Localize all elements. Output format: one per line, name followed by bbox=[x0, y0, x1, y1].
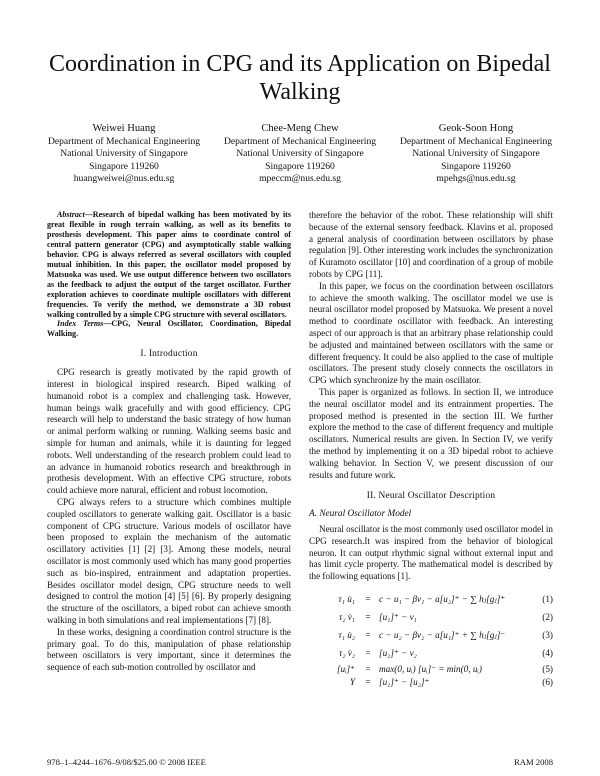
equation-lhs: τ₁ u̇₂ bbox=[338, 630, 355, 640]
equation-relation: = bbox=[365, 594, 371, 604]
author-department: Department of Mechanical Engineering bbox=[223, 136, 377, 148]
subsection-heading: A. Neural Oscillator Model bbox=[309, 509, 412, 520]
index-terms bbox=[47, 319, 291, 339]
author-city: Singapore 119260 bbox=[265, 160, 335, 172]
equation-rhs: c − u₁ − βv₁ − a[u₂]⁺ − ∑ hⱼ[gⱼ]⁺ bbox=[379, 594, 506, 604]
equation-3 bbox=[309, 627, 553, 645]
author-block bbox=[40, 123, 560, 185]
paragraph: In these works, designing a coordination control structure is the primary goal. To do this, manipulation of phase relationship between oscillators is very important, since it determines the sequence of each sub-motion controlled by oscillator and bbox=[47, 626, 291, 673]
author-city: Singapore 119260 bbox=[441, 160, 511, 172]
abstract-text: —Research of bipedal walking has been motivated by its great flexible in rough terrain walking, as well as its benefits to prosthesis development. This paper aims to coordinate control of central pattern generator (CPG) and asymptotically stable walking behavior. CPG is always referred as several oscillators with coupled mutual inhibition. In this paper, the oscillator model proposed by Matsuoka was used. We use output difference between two oscillators as the feedback to adjust the output of the target oscillator. Further exploration achieves to coordinate multiple oscillators with different frequencies. To verify the method, we demonstrate a 3D robust walking controlled by a simple CPG structure with several oscillators. bbox=[47, 210, 291, 319]
equation-relation: = bbox=[365, 612, 371, 622]
equation-lhs: τ₂ v̇₂ bbox=[338, 648, 355, 658]
equation-relation: = bbox=[365, 648, 371, 658]
equation-relation: = bbox=[365, 663, 371, 674]
paragraph: In this paper, we focus on the coordination between oscillators to achieve the smooth walking. The oscillator model we use is neural oscillator model proposed by Matsuoka. We present a novel method to coordinate oscillator with feedback. An interesting aspect of our approach is that an arbitrary phase relationship could be adjusted and maintained between oscillators with the same or different frequency. It could be also applied to the case of multiple oscillators. The present study closely connects the oscillators in CPG which synchronize by the main oscillator. bbox=[309, 280, 553, 386]
equation-1 bbox=[309, 591, 553, 609]
equation-relation: = bbox=[365, 630, 371, 640]
footer-conference: RAM 2008 bbox=[514, 757, 553, 767]
paragraph: Neural oscillator is the most commonly used oscillator model in CPG research.It was inspired from the behavior of biological neuron. It can output rhythmic signal without external input and has limit cycle property. The mathematical model is described by the following equations [1]. bbox=[309, 523, 553, 582]
footer-copyright: 978–1–4244–1676–9/08/$25.00 © 2008 IEEE bbox=[47, 757, 206, 767]
equation-4 bbox=[309, 645, 553, 663]
author-university: National University of Singapore bbox=[412, 148, 540, 160]
paper-title: Coordination in CPG and its Application on Bipedal Walking bbox=[49, 51, 551, 105]
index-terms-label: Index Terms bbox=[57, 319, 104, 329]
paragraph: CPG research is greatly motivated by the rapid growth of interest in biological inspired research. Biped walking of humanoid robot is a complex and challenging task. However, human beings walk gracefully and with good efficiency. CPG research will help to understand the basic strategy of how human or animal perform walking or running. Walking seems basic and simple for human and animals, while it is daunting for legged robots. Well understanding of the research problem could lead to an advance in humanoid robotics research and breakthrough in prothesis development. With an effective CPG structure, robots could achieve more natural, efficient and robust locomotion. bbox=[47, 367, 291, 496]
author-name: Chee-Meng Chew bbox=[261, 123, 339, 134]
author-city: Singapore 119260 bbox=[89, 160, 159, 172]
author-department: Department of Mechanical Engineering bbox=[399, 136, 553, 148]
author-name: Geok-Soon Hong bbox=[438, 123, 514, 134]
right-column bbox=[309, 210, 553, 689]
equation-number: (3) bbox=[542, 630, 553, 640]
paragraph: CPG always refers to a structure which combines multiple coupled oscillators to generate walking gait. Oscillator is a basic component of CPG structure. Various models of oscillator have been proposed to explain the mechanism of the automatic oscillatory activities [1] [2] [3]. Among these models, neural oscillator is most commonly used which has many good properties such as bio-inspired, entrainment and adaptation properties. Besides oscillator model design, CPG structure needs to well designed to control the motion [4] [5] [6]. By properly designing the structure of the oscillators, a biped robot can achieve smooth walking in both simulations and real implementations [7] [8]. bbox=[47, 496, 291, 625]
left-column bbox=[47, 210, 291, 674]
equation-rhs: max(0, uᵢ) [uᵢ]⁻ = min(0, uᵢ) bbox=[379, 663, 482, 674]
equation-block bbox=[309, 591, 553, 689]
equation-2 bbox=[309, 609, 553, 627]
author-university: National University of Singapore bbox=[236, 148, 364, 160]
author-2 bbox=[216, 123, 384, 185]
equation-number: (6) bbox=[542, 676, 553, 687]
paragraph: This paper is organized as follows. In section II, we introduce the neural oscillator model and its entrainment properties. The proposed method is presented in the section III. We further explore the method to the case of different frequency and multiple oscillators. Numerical results are given. In Section IV, we verify the method by implementing it on a 3D bipedal robot to achieve walking behavior. In Section V, we present discussion of our results and future work. bbox=[309, 386, 553, 480]
equation-rhs: [u₁]⁺ − v₁ bbox=[379, 612, 417, 622]
equation-number: (2) bbox=[542, 612, 553, 622]
equation-lhs: τ₁ u̇₁ bbox=[338, 594, 355, 604]
equation-rhs: [u₁]⁺ − [u₂]⁺ bbox=[379, 676, 430, 687]
equation-lhs: [uᵢ]⁺ bbox=[336, 663, 355, 674]
section-heading-neural-oscillator: II. Neural Oscillator Description bbox=[366, 491, 496, 502]
author-1 bbox=[40, 123, 208, 185]
abstract-label: Abstract bbox=[57, 210, 85, 219]
section-heading-introduction: I. Introduction bbox=[140, 349, 198, 360]
equation-lhs: Y bbox=[349, 676, 355, 687]
equation-rhs: [u₂]⁺ − v₂ bbox=[379, 648, 417, 658]
paragraph: therefore the behavior of the robot. These relationship will shift because of the external sensory feedback. Klavins et al. proposed a general analysis of coordination between oscillators by phase regulation [9]. Other interesting work includes the synchronization of Kuramoto oscillator [10] and coordination of a group of mobile robots by CPG [11]. bbox=[309, 210, 553, 279]
equation-number: (1) bbox=[542, 594, 553, 604]
author-email: mpeccm@nus.edu.sg bbox=[259, 172, 341, 184]
equation-6 bbox=[309, 676, 553, 689]
equation-number: (5) bbox=[542, 663, 553, 674]
author-3 bbox=[392, 123, 560, 185]
author-department: Department of Mechanical Engineering bbox=[47, 136, 201, 148]
author-email: mpehgs@nus.edu.sg bbox=[436, 172, 516, 184]
abstract bbox=[47, 210, 291, 319]
equation-lhs: τ₂ v̇₁ bbox=[338, 612, 355, 622]
author-name: Weiwei Huang bbox=[92, 123, 156, 134]
equation-relation: = bbox=[365, 676, 371, 687]
equation-number: (4) bbox=[542, 648, 553, 658]
author-university: National University of Singapore bbox=[60, 148, 188, 160]
equation-rhs: c − u₂ − βv₂ − a[u₁]⁺ + ∑ hⱼ[gⱼ]⁻ bbox=[379, 630, 506, 640]
index-terms-text: —CPG, Neural Oscillator, Coordination, Bipedal Walking. bbox=[47, 319, 291, 339]
author-email: huangweiwei@nus.edu.sg bbox=[73, 172, 175, 184]
equation-5 bbox=[309, 663, 553, 676]
